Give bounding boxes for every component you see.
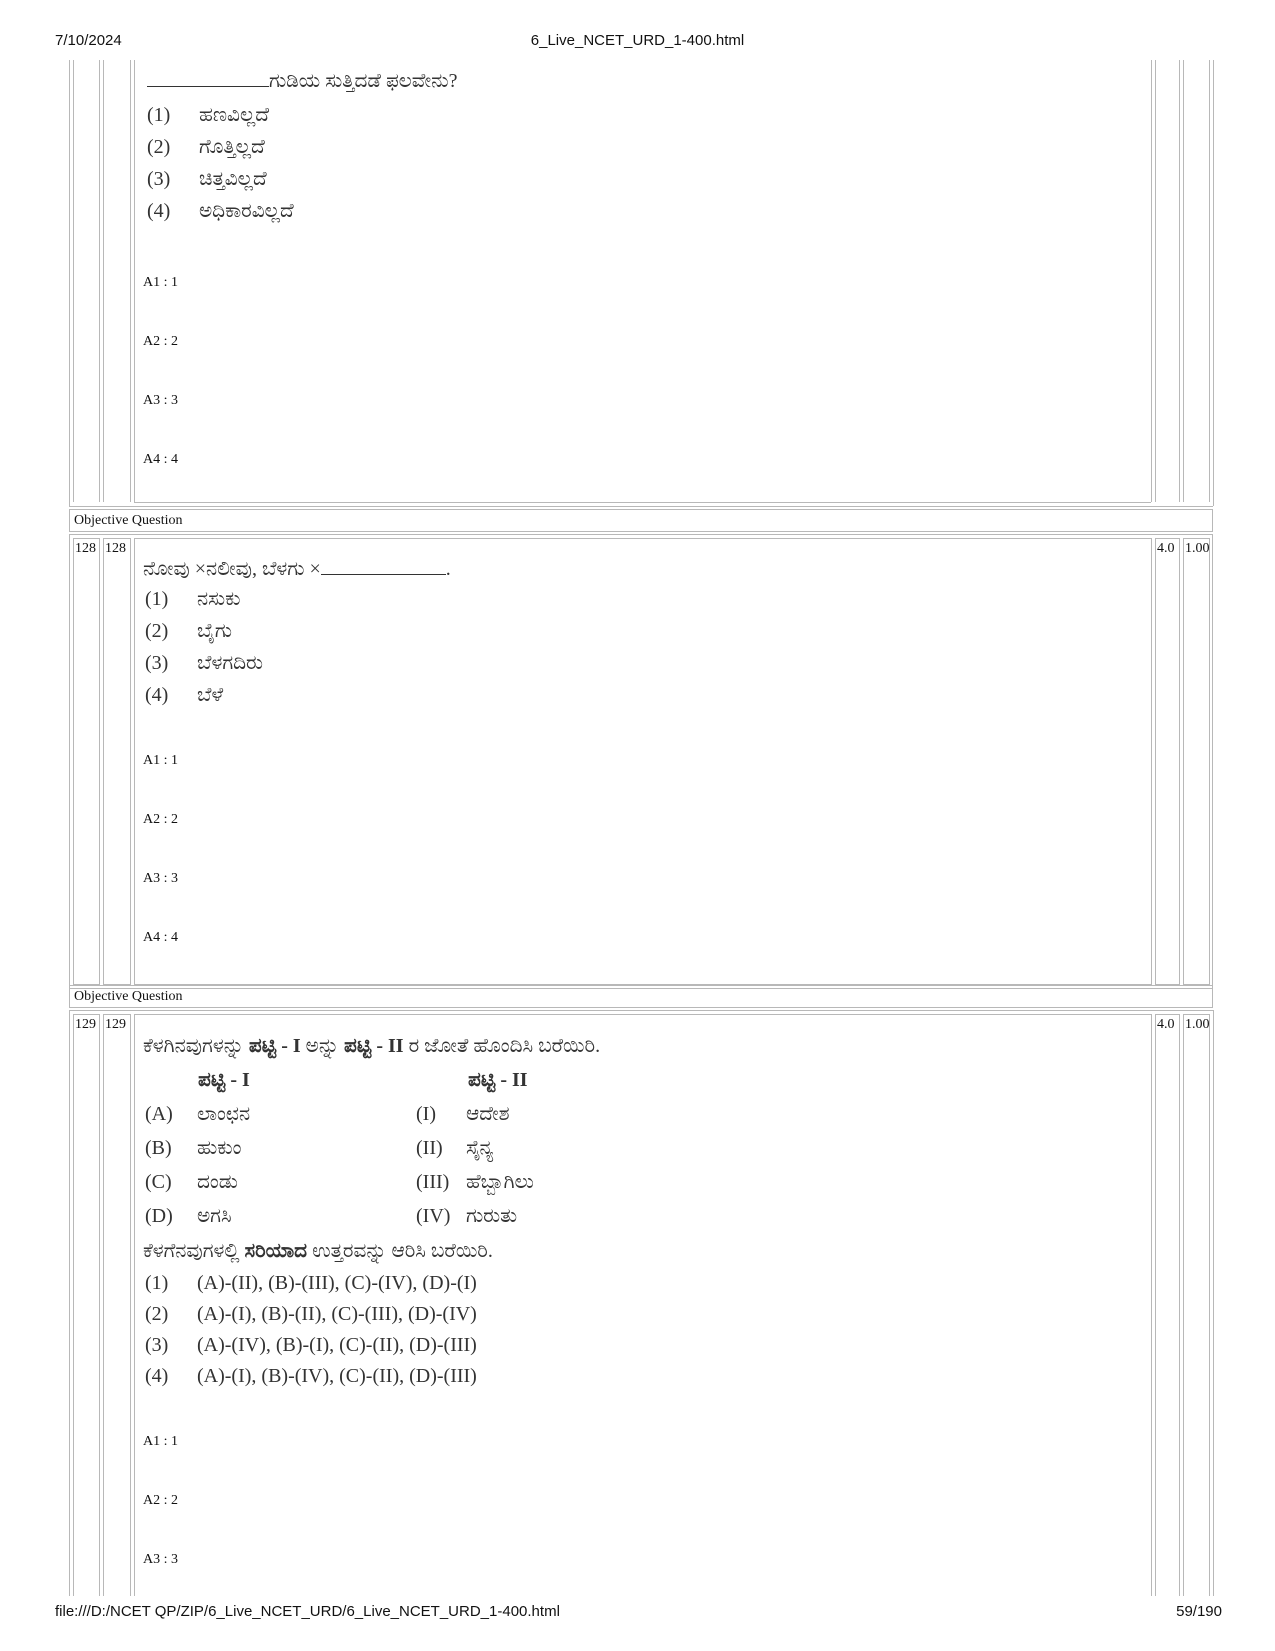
list-i-item-d bbox=[145, 1205, 232, 1228]
marks: 4.0 bbox=[1157, 541, 1175, 556]
answer-key-4: A4 : 4 bbox=[143, 452, 178, 467]
option-number: (2) bbox=[145, 1303, 169, 1325]
list-ii-item-3 bbox=[416, 1171, 534, 1194]
answer-key-4: A4 : 4 bbox=[143, 930, 178, 945]
option-2 bbox=[145, 620, 232, 643]
option-3 bbox=[145, 652, 263, 675]
question-stem bbox=[147, 70, 457, 93]
marks: 4.0 bbox=[1157, 1017, 1175, 1032]
answer-key-2: A2 : 2 bbox=[143, 1493, 178, 1508]
option-text: ಬೆಳೆ bbox=[197, 684, 224, 706]
stem-part: ಅನ್ನು bbox=[300, 1035, 345, 1057]
option-3 bbox=[145, 1334, 477, 1357]
item-text: ದಂಡು bbox=[197, 1171, 238, 1193]
stem-list-ii-ref: ಪಟ್ಟಿ - II bbox=[344, 1035, 404, 1057]
option-text: ಬೈಗು bbox=[197, 620, 232, 642]
option-text: ಬೆಳಗದಿರು bbox=[197, 652, 263, 674]
answer-blank bbox=[321, 573, 446, 575]
answer-key-2: A2 : 2 bbox=[143, 334, 178, 349]
option-number: (3) bbox=[145, 652, 169, 674]
question-type: Objective Question bbox=[74, 989, 183, 1004]
option-number: (1) bbox=[145, 1272, 169, 1294]
option-number: (3) bbox=[147, 168, 171, 190]
answer-key-1: A1 : 1 bbox=[143, 1434, 178, 1449]
item-label: (III) bbox=[416, 1171, 450, 1193]
question-stem bbox=[143, 558, 451, 581]
option-4 bbox=[145, 684, 223, 707]
serial-number: 129 bbox=[75, 1017, 96, 1032]
answer-key-1: A1 : 1 bbox=[143, 753, 178, 768]
serial-number: 128 bbox=[75, 541, 96, 556]
list-ii-item-1 bbox=[416, 1103, 510, 1126]
list-i-item-b bbox=[145, 1137, 241, 1160]
negative-marks: 1.00 bbox=[1185, 1017, 1210, 1032]
print-date: 7/10/2024 bbox=[55, 32, 122, 49]
question-type: Objective Question bbox=[74, 513, 183, 528]
option-text: (A)-(II), (B)-(III), (C)-(IV), (D)-(I) bbox=[197, 1272, 477, 1294]
instruction bbox=[143, 1240, 493, 1263]
question-stem bbox=[143, 1035, 600, 1058]
list-ii-item-2 bbox=[416, 1137, 493, 1160]
stem-period: . bbox=[445, 558, 451, 580]
option-text: ಚಿತ್ತವಿಲ್ಲದೆ bbox=[199, 168, 267, 190]
item-text: ಸೈನ್ಯ bbox=[466, 1137, 494, 1159]
item-text: ಗುರುತು bbox=[466, 1205, 518, 1227]
instruction-part: ಕೆಳಗೆನವುಗಳಲ್ಲಿ bbox=[143, 1240, 245, 1262]
document-title: 6_Live_NCET_URD_1-400.html bbox=[530, 32, 745, 49]
item-label: (C) bbox=[145, 1171, 172, 1193]
option-text: ಗೊತ್ತಿಲ್ಲದೆ bbox=[199, 136, 265, 158]
option-text: ಹಣವಿಲ್ಲದೆ bbox=[199, 104, 269, 126]
question-id: 129 bbox=[105, 1017, 126, 1032]
item-label: (D) bbox=[145, 1205, 173, 1227]
list-i-heading: ಪಟ್ಟಿ - I bbox=[198, 1069, 250, 1091]
negative-marks: 1.00 bbox=[1185, 541, 1210, 556]
file-path: file:///D:/NCET QP/ZIP/6_Live_NCET_URD/6_Live_NCET_URD_1-400.html bbox=[55, 1603, 560, 1620]
option-3 bbox=[147, 168, 267, 191]
option-2 bbox=[147, 136, 265, 159]
option-2 bbox=[145, 1303, 477, 1326]
option-text: ಅಧಿಕಾರವಿಲ್ಲದೆ bbox=[199, 200, 294, 222]
option-number: (4) bbox=[145, 684, 169, 706]
option-number: (1) bbox=[145, 588, 169, 610]
option-number: (3) bbox=[145, 1334, 169, 1356]
question-stem-text: ಗುಡಿಯ ಸುತ್ತಿದಡೆ ಫಲವೇನು? bbox=[269, 70, 458, 92]
question-id: 128 bbox=[105, 541, 126, 556]
stem-list-i-ref: ಪಟ್ಟಿ - I bbox=[248, 1035, 301, 1057]
item-text: ಹೆಬ್ಬಾಗಿಲು bbox=[466, 1171, 534, 1193]
answer-key-3: A3 : 3 bbox=[143, 871, 178, 886]
item-label: (I) bbox=[416, 1103, 436, 1125]
option-text: (A)-(I), (B)-(IV), (C)-(II), (D)-(III) bbox=[197, 1365, 477, 1387]
item-text: ಹುಕುಂ bbox=[197, 1137, 242, 1159]
option-text: (A)-(I), (B)-(II), (C)-(III), (D)-(IV) bbox=[197, 1303, 477, 1325]
answer-key-3: A3 : 3 bbox=[143, 1552, 178, 1567]
item-label: (II) bbox=[416, 1137, 443, 1159]
answer-key-3: A3 : 3 bbox=[143, 393, 178, 408]
stem-part: ಕೆಳಗಿನವುಗಳನ್ನು bbox=[143, 1035, 249, 1057]
item-label: (A) bbox=[145, 1103, 173, 1125]
option-number: (2) bbox=[145, 620, 169, 642]
list-ii-item-4 bbox=[416, 1205, 517, 1228]
option-text: ನಸುಕು bbox=[197, 588, 241, 610]
page-number: 59/190 bbox=[1176, 1603, 1222, 1620]
answer-key-2: A2 : 2 bbox=[143, 812, 178, 827]
item-text: ಆದೇಶ bbox=[466, 1103, 510, 1125]
option-1 bbox=[147, 104, 269, 127]
option-4 bbox=[147, 200, 294, 223]
stem-part: ರ ಜೋತೆ ಹೊಂದಿಸಿ ಬರೆಯಿರಿ. bbox=[403, 1035, 601, 1057]
answer-key-1: A1 : 1 bbox=[143, 275, 178, 290]
option-4 bbox=[145, 1365, 477, 1388]
item-label: (IV) bbox=[416, 1205, 451, 1227]
list-ii-heading: ಪಟ್ಟಿ - II bbox=[468, 1069, 528, 1091]
list-i-item-a bbox=[145, 1103, 250, 1126]
instruction-part: ಉತ್ತರವನ್ನು ಆರಿಸಿ ಬರೆಯಿರಿ. bbox=[307, 1240, 493, 1262]
item-label: (B) bbox=[145, 1137, 172, 1159]
option-number: (4) bbox=[147, 200, 171, 222]
option-1 bbox=[145, 1272, 477, 1295]
list-i-item-c bbox=[145, 1171, 238, 1194]
item-text: ಅಗಸಿ bbox=[197, 1205, 232, 1227]
item-text: ಲಾಂಛನ bbox=[197, 1103, 251, 1125]
option-1 bbox=[145, 588, 240, 611]
question-stem-text: ನೋವು ×ನಲೀವು, ಬೆಳಗು × bbox=[143, 558, 321, 580]
option-number: (1) bbox=[147, 104, 171, 126]
option-number: (4) bbox=[145, 1365, 169, 1387]
instruction-emphasis: ಸರಿಯಾದ bbox=[244, 1240, 308, 1262]
option-number: (2) bbox=[147, 136, 171, 158]
answer-blank bbox=[147, 85, 269, 87]
option-text: (A)-(IV), (B)-(I), (C)-(II), (D)-(III) bbox=[197, 1334, 477, 1356]
